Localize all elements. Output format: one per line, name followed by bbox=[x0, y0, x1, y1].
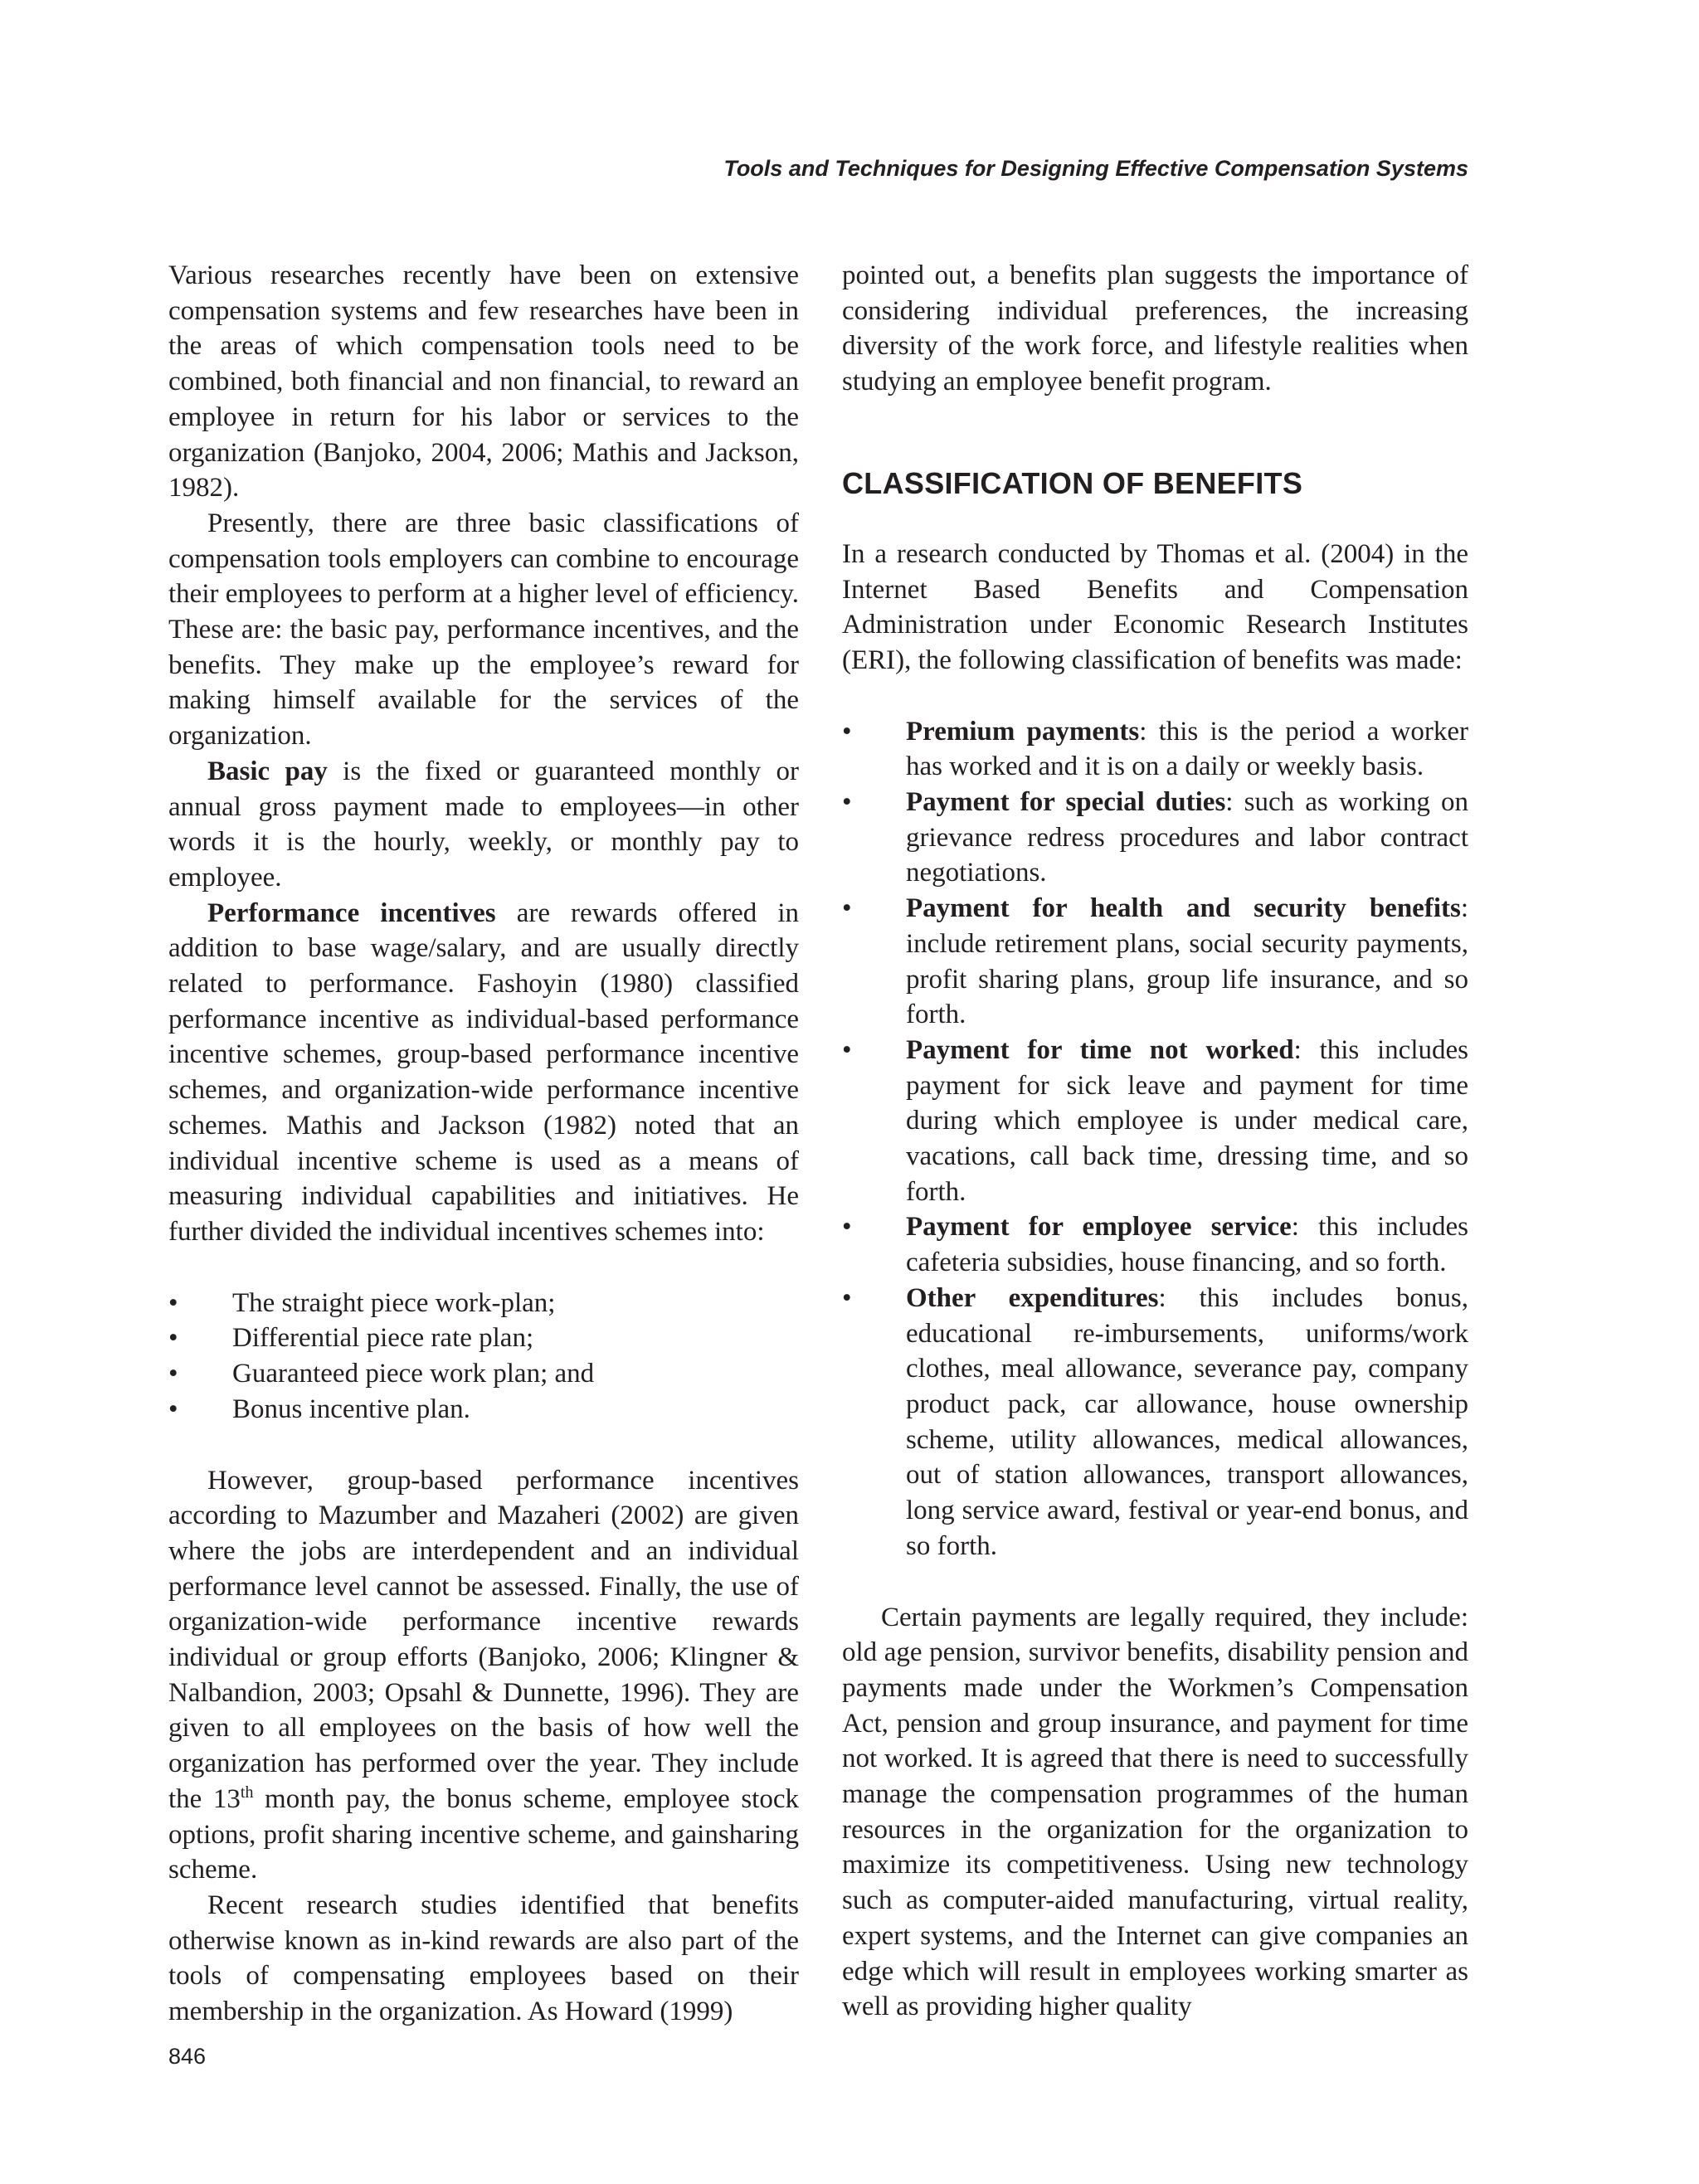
page-number: 846 bbox=[168, 2044, 207, 2069]
list-item-text: : this is the period a worker has worked and it is on a daily or weekly basis. bbox=[906, 716, 1468, 782]
paragraph-intro: Various researches recently have been on extensive compensation systems and few researches have been in the areas of which compensation tools need to be combined, both financial and non financial, to reward an employee in return for his labor or services to the organization (Banjoko, 2004, 2006; Mathis and Jackson, 1982). bbox=[168, 260, 799, 503]
bullet-marker: • bbox=[842, 1212, 852, 1243]
bullet-marker: • bbox=[842, 893, 852, 924]
list-item-text: Guaranteed piece work plan; and bbox=[232, 1359, 595, 1389]
left-column bbox=[168, 258, 799, 2030]
running-header: Tools and Techniques for Designing Effective Compensation Systems bbox=[723, 156, 1468, 181]
bullet-marker: • bbox=[168, 1359, 178, 1389]
group-incentives-text: However, group-based performance incentives according to Mazumber and Mazaheri (2002) are given where the jobs are interdependent and an individual performance level cannot be assessed. Finally, the use of organization-wide performance incentive rewards individual or group efforts (Banjoko, 2006; Klingner & Nalbandion, 2003; Opsahl & Dunnette, 1996). They are given to all employees on the basis of how well the organization has performed over the year. They include the 13 bbox=[168, 1465, 799, 1814]
paragraph-classifications: Presently, there are three basic classifications of compensation tools employers can combine to encourage their employees to perform at a higher level of efficiency. These are: the basic pay, performance incentives, and the benefits. They make up the employee’s reward for making himself available for the services of the organization. bbox=[168, 508, 799, 752]
list-item bbox=[842, 785, 1468, 891]
term-basic-pay: Basic pay bbox=[207, 756, 328, 786]
list-item-text: : such as working on grievance redress procedures and labor contract negotiations. bbox=[906, 787, 1469, 888]
bullet-marker: • bbox=[842, 1282, 852, 1313]
list-item bbox=[842, 1209, 1468, 1280]
list-item bbox=[168, 1286, 799, 1321]
list-item bbox=[842, 714, 1468, 785]
ordinal-superscript: th bbox=[240, 1783, 254, 1802]
list-item bbox=[168, 1356, 799, 1392]
bullet-marker: • bbox=[168, 1394, 178, 1424]
section-heading: CLASSIFICATION OF BENEFITS bbox=[842, 465, 1303, 500]
term-performance-incentives: Performance incentives bbox=[207, 897, 496, 928]
list-item-text: Differential piece rate plan; bbox=[232, 1323, 534, 1354]
bullet-marker: • bbox=[168, 1323, 178, 1354]
list-item bbox=[168, 1392, 799, 1428]
bullet-marker: • bbox=[842, 1034, 852, 1065]
list-item-term: Payment for employee service bbox=[906, 1212, 1292, 1243]
list-item bbox=[842, 1281, 1468, 1564]
list-item-text: Bonus incentive plan. bbox=[232, 1394, 470, 1424]
bullet-marker: • bbox=[168, 1287, 178, 1318]
incentive-schemes-list bbox=[168, 1286, 799, 1428]
list-item-term: Premium payments bbox=[906, 716, 1140, 747]
list-item-term: Other expenditures bbox=[906, 1282, 1159, 1313]
list-item-term: Payment for special duties bbox=[906, 787, 1226, 818]
performance-incentives-definition: are rewards offered in addition to base wage/salary, and are usually directly related to performance. Fashoyin (1980) classified performance incentive as individual-based performance incentive schemes, group-based performance incentive schemes, and organization-wide performance incentive schemes. Mathis and Jackson (1982) noted that an individual incentive scheme is used as a means of measuring individual capabilities and initiatives. He further divided the individual incentives schemes into: bbox=[168, 897, 799, 1247]
list-item-text: : this includes payment for sick leave and payment for time during which employee is under medical care, vacations, call back time, dressing time, and so forth. bbox=[906, 1034, 1468, 1207]
list-item-text: : this includes cafeteria subsidies, house financing, and so forth. bbox=[906, 1212, 1468, 1278]
list-item-text: : this includes bonus, educational re-imbursements, uniforms/work clothes, meal allowance, severance pay, company product pack, car allowance, house ownership scheme, utility allowances, medical allowances, out of station allowances, transport allowances, long service award, festival or year-end bonus, and so forth. bbox=[906, 1282, 1468, 1561]
list-item-text: The straight piece work-plan; bbox=[232, 1287, 556, 1318]
bullet-marker: • bbox=[842, 787, 852, 818]
paragraph-benefits-intro: Recent research studies identified that benefits otherwise known as in-kind rewards are also part of the tools of compensating employees based on their membership in the organization. As Howard (1999) bbox=[168, 1890, 799, 2027]
list-item-term: Payment for health and security benefits bbox=[906, 893, 1461, 924]
group-incentives-text-cont: month pay, the bonus scheme, employee stock options, profit sharing incentive scheme, and gainsharing scheme. bbox=[168, 1783, 799, 1885]
list-item-term: Payment for time not worked bbox=[906, 1034, 1294, 1065]
benefits-classification-list bbox=[842, 714, 1468, 1564]
paragraph-classification-source: In a research conducted by Thomas et al. (2004) in the Internet Based Benefits and Compensation Administration under Economic Research Institutes (ERI), the following classification of benefits was made: bbox=[842, 538, 1468, 675]
list-item bbox=[842, 891, 1468, 1033]
list-item bbox=[168, 1321, 799, 1356]
right-column bbox=[842, 258, 1468, 2025]
list-item-text: : include retirement plans, social security payments, profit sharing plans, group life insurance, and so forth. bbox=[906, 893, 1468, 1030]
paragraph-group-incentives bbox=[168, 1463, 799, 1888]
paragraph-benefits-plan: pointed out, a benefits plan suggests the importance of considering individual preferences, the increasing diversity of the work force, and lifestyle realities when studying an employee benefit program. bbox=[842, 260, 1468, 397]
list-item bbox=[842, 1033, 1468, 1210]
bullet-marker: • bbox=[842, 716, 852, 747]
paragraph-basic-pay bbox=[168, 754, 799, 896]
basic-pay-definition: is the fixed or guaranteed monthly or annual gross payment made to employees—in other words it is the hourly, weekly, or monthly pay to employee. bbox=[168, 756, 799, 893]
paragraph-legal-payments: Certain payments are legally required, they include: old age pension, survivor benefits, disability pension and payments made under the Workmen’s Compensation Act, pension and group insurance, and payment for time not worked. It is agreed that there is need to successfully manage the compensation programmes of the human resources in the organization for the organization to maximize its competitiveness. Using new technology such as computer-aided manufacturing, virtual reality, expert systems, and the Internet can give companies an edge which will result in employees working smarter as well as providing higher quality bbox=[842, 1602, 1468, 2022]
paragraph-performance-incentives bbox=[168, 896, 799, 1250]
